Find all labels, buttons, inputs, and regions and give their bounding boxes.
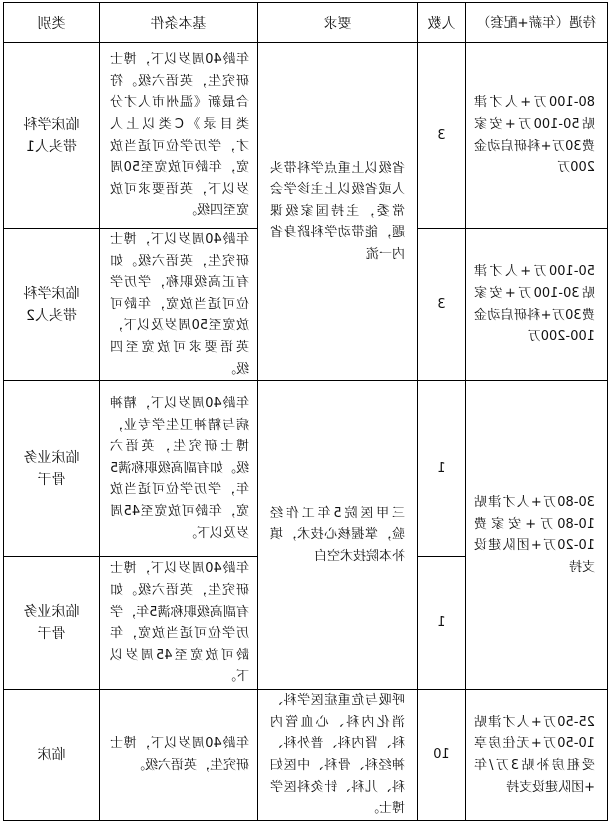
- requirement-cell: 呼吸与危重症医学科、消化内科、心血管内科、肾内科、普外科、神经科、骨科、中医妇科、儿科、针灸科医学博士。: [258, 690, 418, 821]
- table-row: [4, 381, 608, 557]
- header-row: [4, 3, 608, 43]
- pay-cell: 30-80万+人才津贴10-80万+安家费10-20万+团队建设支持: [466, 381, 608, 690]
- basic-cell: 年龄40周岁以下，博士研究生，英语六级。如有副高级职称满5年，学历学位可适当放宽，年龄可放宽至45周岁以下。: [100, 557, 258, 690]
- basic-cell: 年龄40周岁以下，博士研究生，英语六级。如有正高级职称，学历学位可适当放宽，年龄可放宽至50周岁及以下，英语要求可放宽至四级。: [100, 229, 258, 381]
- header-count: 人数: [418, 3, 466, 43]
- table-row: [4, 43, 608, 229]
- basic-cell: 年龄40周岁以下，精神病与精神卫生学专业，博士研究生，英语六级。如有副高级职称满5年，学历学位可适当放宽，年龄可放宽至45周岁及以下。: [100, 381, 258, 557]
- pay-cell: 50-100万+人才津贴30-100万+安家费30万+科研启动金100-200万: [466, 229, 608, 381]
- category-cell: 临床业务骨干: [4, 381, 100, 557]
- category-cell: 临床: [4, 690, 100, 821]
- pay-cell: 80-100万+人才津贴50-100万+安家费30万+科研启动金200万: [466, 43, 608, 229]
- header-category: 类别: [4, 3, 100, 43]
- header-pay: 待遇（年薪+配套）: [466, 3, 608, 43]
- basic-cell: 年龄40周岁以下，博士研究生，英语六级。: [100, 690, 258, 821]
- basic-cell: 年龄40周岁以下，博士研究生，英语六级。符合最新《温州市人才分类目录》C类以上人才，学历学位可适当放宽，年龄可放宽至50周岁以下，英语要求可放宽至四级。: [100, 43, 258, 229]
- count-cell: 3: [418, 43, 466, 229]
- count-cell: 1: [418, 557, 466, 690]
- requirement-cell: 省级以上重点学科带头人或省级以上主诊学会常委，主持国家级课题，能带动学科跻身省内一流: [258, 43, 418, 381]
- requirement-cell: 三甲医院5年工作经验，掌握核心技术，填补本院技术空白: [258, 381, 418, 690]
- table-row: [4, 690, 608, 821]
- recruitment-table: [3, 2, 608, 821]
- category-cell: 临床学科带头人1: [4, 43, 100, 229]
- category-cell: 临床学科带头人2: [4, 229, 100, 381]
- category-cell: 临床业务骨干: [4, 557, 100, 690]
- header-basic: 基本条件: [100, 3, 258, 43]
- count-cell: 1: [418, 381, 466, 557]
- header-requirement: 要求: [258, 3, 418, 43]
- pay-cell: 25-50万+人才津贴10-50万+无住房享受租房补贴3万/年+团队建设支持: [466, 690, 608, 821]
- count-cell: 10: [418, 690, 466, 821]
- count-cell: 3: [418, 229, 466, 381]
